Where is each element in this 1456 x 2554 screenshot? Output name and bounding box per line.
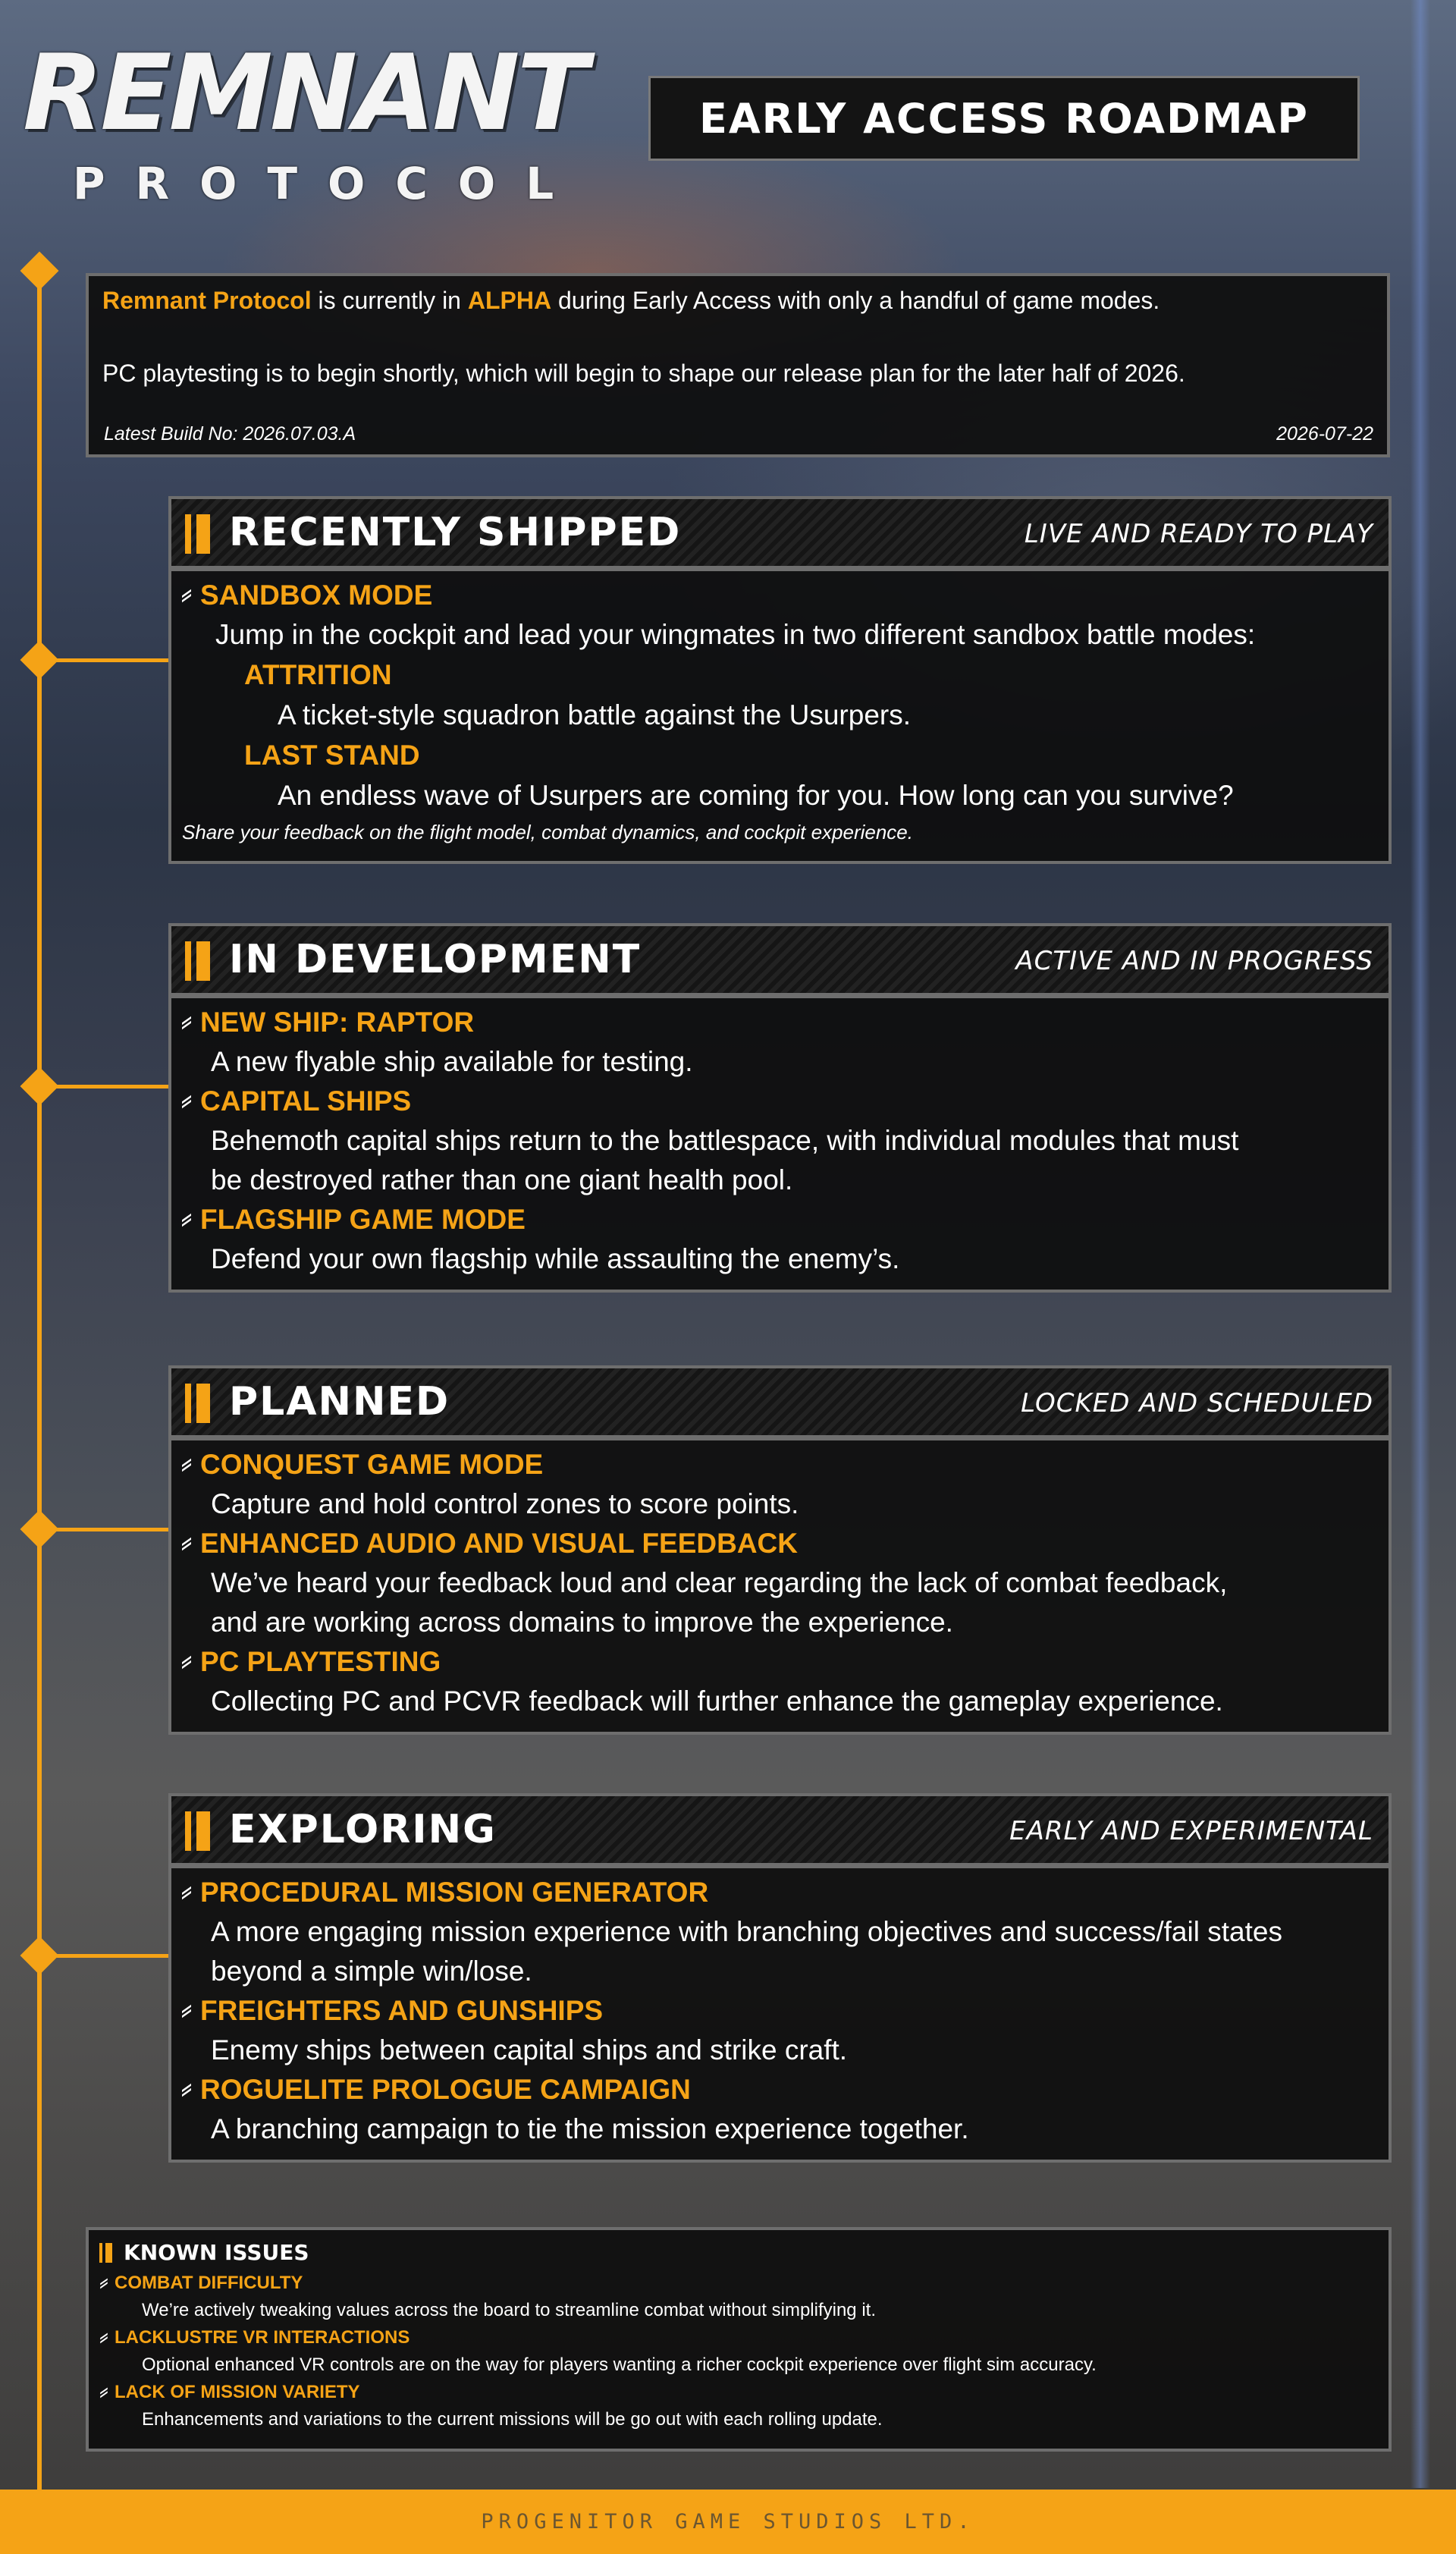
roadmap-item-title: NEW SHIP: RAPTOR: [182, 1003, 1378, 1042]
timeline-connector: [42, 1085, 169, 1089]
bolt-icon: [100, 2279, 108, 2287]
section-bars-icon: [185, 1811, 215, 1851]
roadmap-item-title: ROGUELITE PROLOGUE CAMPAIGN: [182, 2070, 1378, 2109]
bolt-icon: [182, 1538, 191, 1549]
known-issues-panel: [86, 2227, 1392, 2452]
sub-item-desc: An endless wave of Usurpers are coming for you. How long can you survive?: [278, 780, 1234, 811]
issue-title: LACK OF MISSION VARIETY: [99, 2379, 1378, 2406]
roadmap-item-desc: Enemy ships between capital ships and strike craft.: [211, 2034, 848, 2066]
bolt-icon: [182, 1017, 191, 1028]
intro-line-2: PC playtesting is to begin shortly, which will begin to shape our release plan for the later half of 2026.: [102, 360, 1185, 387]
sub-item-desc: A ticket-style squadron battle against the Usurpers.: [278, 699, 911, 730]
section-bars-icon: [185, 941, 215, 981]
roadmap-item-desc: beyond a simple win/lose.: [211, 1956, 532, 1987]
logo-main-text: REMNANT: [23, 32, 585, 154]
roadmap-item-desc: A new flyable ship available for testing.: [211, 1046, 693, 1077]
studio-footer: PROGENITOR GAME STUDIOS LTD.: [0, 2490, 1456, 2554]
roadmap-item-title: CONQUEST GAME MODE: [182, 1445, 1378, 1484]
section-name: EXPLORING: [229, 1807, 497, 1852]
section-header-planned: [168, 1365, 1392, 1438]
bolt-icon: [182, 2084, 191, 2095]
section-header-in-development: [168, 923, 1392, 996]
issue-desc: Enhancements and variations to the current missions will be go out with each rolling update.: [142, 2409, 883, 2430]
roadmap-item-title: PROCEDURAL MISSION GENERATOR: [182, 1873, 1378, 1912]
bolt-icon: [182, 1214, 191, 1225]
bolt-icon: [182, 2006, 191, 2016]
intro-text: during Early Access with only a handful of game modes.: [551, 287, 1160, 314]
logo-sub-text: PROTOCOL: [73, 158, 585, 209]
bolt-icon: [182, 1657, 191, 1667]
background-light-streak: [1410, 0, 1430, 2488]
section-body-planned: [168, 1437, 1392, 1735]
section-name: RECENTLY SHIPPED: [229, 510, 682, 555]
roadmap-item-desc: Defend your own flagship while assaulting the enemy’s.: [211, 1243, 900, 1274]
sub-item-title: ATTRITION: [244, 659, 392, 690]
bolt-icon: [182, 1459, 191, 1470]
bolt-icon: [100, 2388, 108, 2396]
section-header-exploring: [168, 1793, 1392, 1866]
section-header-recently-shipped: [168, 496, 1392, 569]
timeline-connector: [42, 1528, 169, 1531]
roadmap-item-desc: Behemoth capital ships return to the battlespace, with individual modules that must: [211, 1125, 1239, 1156]
roadmap-item-desc: We’ve heard your feedback loud and clear regarding the lack of combat feedback,: [211, 1567, 1228, 1598]
section-name: IN DEVELOPMENT: [229, 937, 642, 982]
roadmap-title: EARLY ACCESS ROADMAP: [648, 76, 1360, 161]
issue-desc: Optional enhanced VR controls are on the way for players wanting a richer cockpit experience over flight sim accuracy.: [142, 2355, 1097, 2375]
roadmap-item-desc: and are working across domains to improve the experience.: [211, 1607, 953, 1638]
bolt-icon: [182, 590, 191, 601]
section-body-exploring: [168, 1865, 1392, 2163]
sub-item-title: LAST STAND: [244, 740, 420, 771]
section-name: PLANNED: [229, 1379, 450, 1425]
feedback-note: Share your feedback on the flight model, combat dynamics, and cockpit experience.: [182, 821, 913, 843]
timeline-line: [37, 270, 42, 2493]
issue-desc: We’re actively tweaking values across the board to streamline combat without simplifying it.: [142, 2300, 876, 2320]
roadmap-item-desc: A branching campaign to tie the mission experience together.: [211, 2113, 969, 2144]
section-tag: ACTIVE AND IN PROGRESS: [1015, 946, 1373, 976]
build-date: 2026-07-22: [1276, 423, 1373, 445]
alpha-highlight: ALPHA: [467, 287, 552, 314]
intro-line-1: [102, 285, 1373, 316]
roadmap-item-desc: Capture and hold control zones to score points.: [211, 1488, 799, 1519]
section-body-in-development: [168, 995, 1392, 1293]
game-logo: [23, 32, 629, 209]
roadmap-item-title: SANDBOX MODE: [182, 576, 1378, 615]
section-tag: LIVE AND READY TO PLAY: [1024, 519, 1373, 549]
section-bars-icon: [185, 514, 215, 554]
known-issues-title: KNOWN ISSUES: [99, 2236, 1378, 2270]
timeline-connector: [42, 658, 169, 662]
roadmap-item-desc: be destroyed rather than one giant health pool.: [211, 1164, 793, 1195]
issue-title: COMBAT DIFFICULTY: [99, 2270, 1378, 2297]
intro-text: is currently in: [311, 287, 468, 314]
bolt-icon: [100, 2333, 108, 2342]
roadmap-item-desc: Jump in the cockpit and lead your wingmates in two different sandbox battle modes:: [215, 619, 1256, 650]
roadmap-item-title: FREIGHTERS AND GUNSHIPS: [182, 1991, 1378, 2031]
timeline-connector: [42, 1954, 169, 1958]
roadmap-item-desc: A more engaging mission experience with branching objectives and success/fail states: [211, 1916, 1282, 1947]
roadmap-item-desc: Collecting PC and PCVR feedback will further enhance the gameplay experience.: [211, 1685, 1223, 1717]
game-name-highlight: Remnant Protocol: [102, 287, 312, 314]
section-bars-icon: [185, 1384, 215, 1423]
roadmap-item-title: FLAGSHIP GAME MODE: [182, 1200, 1378, 1239]
bolt-icon: [182, 1887, 191, 1898]
roadmap-item-title: PC PLAYTESTING: [182, 1642, 1378, 1682]
section-bars-icon: [99, 2243, 116, 2263]
roadmap-item-title: CAPITAL SHIPS: [182, 1082, 1378, 1121]
roadmap-item-title: ENHANCED AUDIO AND VISUAL FEEDBACK: [182, 1524, 1378, 1563]
intro-panel: [86, 273, 1390, 457]
section-tag: LOCKED AND SCHEDULED: [1021, 1388, 1373, 1418]
section-tag: EARLY AND EXPERIMENTAL: [1009, 1816, 1373, 1846]
build-number: Latest Build No: 2026.07.03.A: [104, 423, 356, 445]
issue-title: LACKLUSTRE VR INTERACTIONS: [99, 2324, 1378, 2351]
section-body-recently-shipped: [168, 568, 1392, 864]
bolt-icon: [182, 1096, 191, 1107]
timeline-diamond-icon: [20, 252, 59, 291]
